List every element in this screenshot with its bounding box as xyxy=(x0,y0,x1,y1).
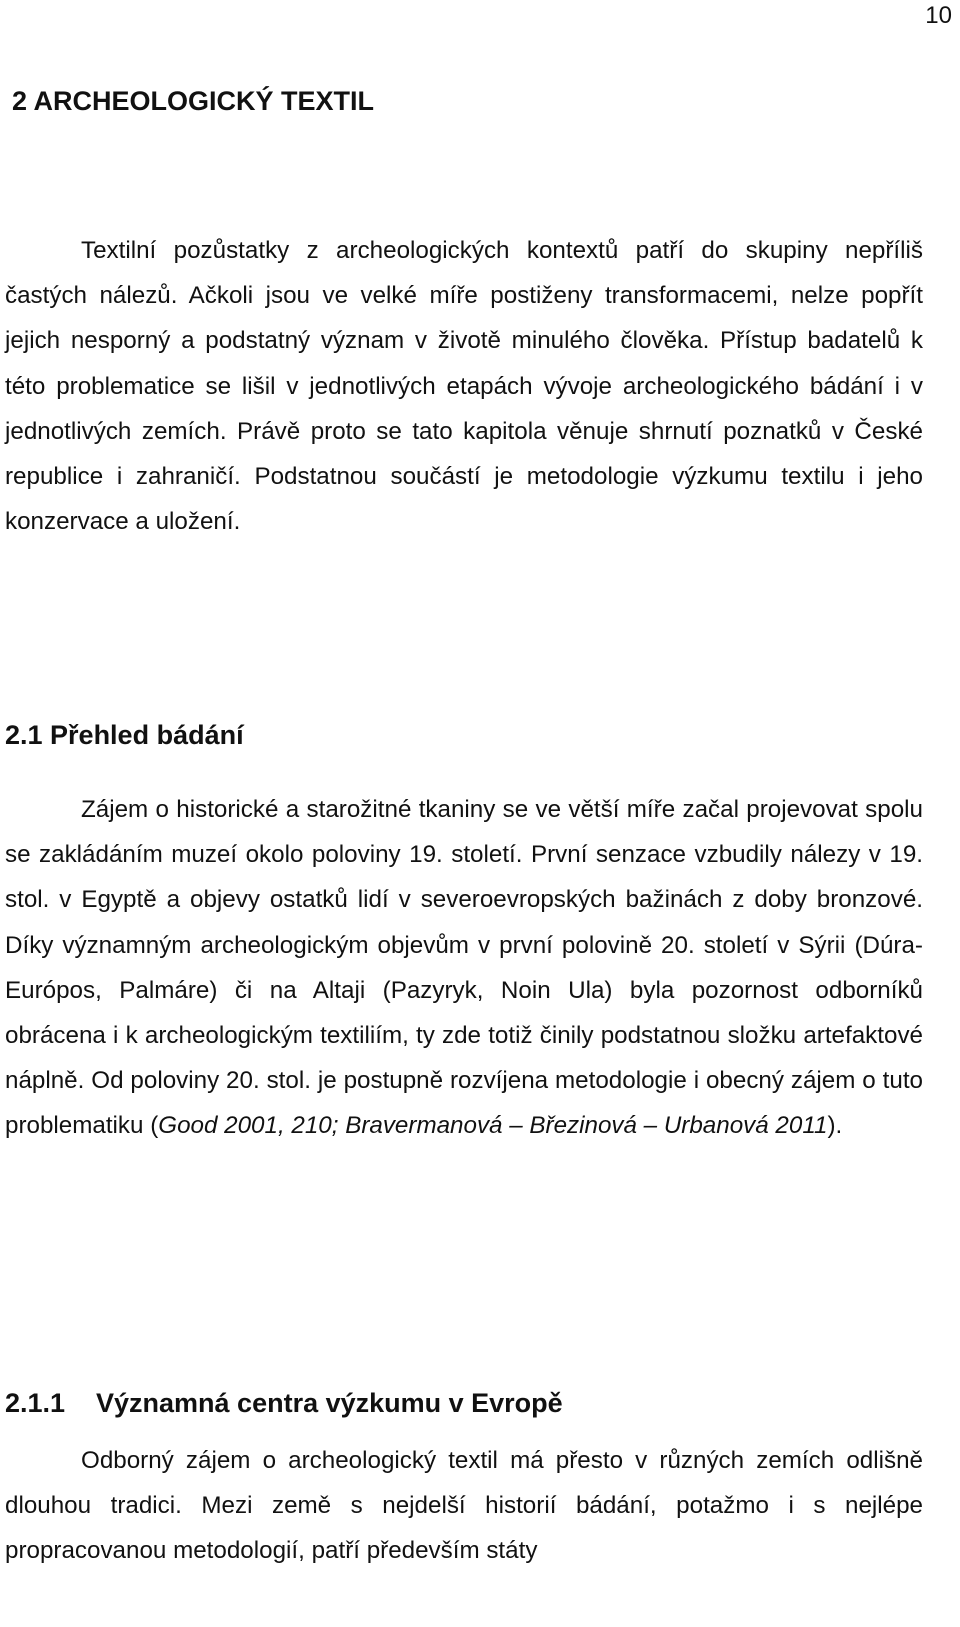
chapter-title: 2 ARCHEOLOGICKÝ TEXTIL xyxy=(12,86,375,116)
page-number: 10 xyxy=(925,2,952,29)
intro-paragraph: Textilní pozůstatky z archeologických kontextů patří do skupiny nepříliš častých nálezů. Ačkoli jsou ve velké míře postiženy transformacemi, nelze popřít jejich nesporný a podstatný význam v životě minulého člověka. Přístup badatelů k této problematice se lišil v jednotlivých etapách vývoje archeologického bádání i v jednotlivých zemích. Právě proto se tato kapitola věnuje shrnutí poznatků v České republice i zahraničí. Podstatnou součástí je metodologie výzkumu textilu i jeho konzervace a uložení. xyxy=(5,237,923,536)
subsection-paragraph: Odborný zájem o archeologický textil má přesto v různých zemích odlišně dlouhou tradici. Mezi země s nejdelší historií bádání, potažmo i s nejlépe propracovanou metodologií, patří především státy xyxy=(5,1447,923,1565)
subsection-title: Významná centra výzkumu v Evropě xyxy=(96,1388,563,1418)
section-paragraph-text: Zájem o historické a starožitné tkaniny se ve větší míře začal projevovat spolu se zakládáním muzeí okolo poloviny 19. století. První senzace vzbudily nálezy v 19. stol. v Egyptě a objevy ostatků lidí v severoevropských bažinách z doby bronzové. Díky významným archeologickým objevům v první polovině 20. století v Sýrii (Dúra-Európos, Palmáre) či na Altaji (Pazyryk, Noin Ula) byla pozornost odborníků obrácena i k archeologickým textiliím, ty zde totiž činily podstatnou složku artefaktové náplně. Od poloviny 20. stol. je postupně rozvíjena metodologie i obecný zájem o tuto problematiku ( xyxy=(5,796,923,1140)
subsection-heading xyxy=(5,1388,563,1419)
subsection-number: 2.1.1 xyxy=(5,1388,66,1418)
citation: Good 2001, 210; Bravermanová – Březinová – Urbanová 2011 xyxy=(158,1112,828,1140)
section-paragraph-end: ). xyxy=(827,1112,843,1140)
section-paragraph xyxy=(5,787,923,1149)
section-title: 2.1 Přehled bádání xyxy=(5,720,244,750)
